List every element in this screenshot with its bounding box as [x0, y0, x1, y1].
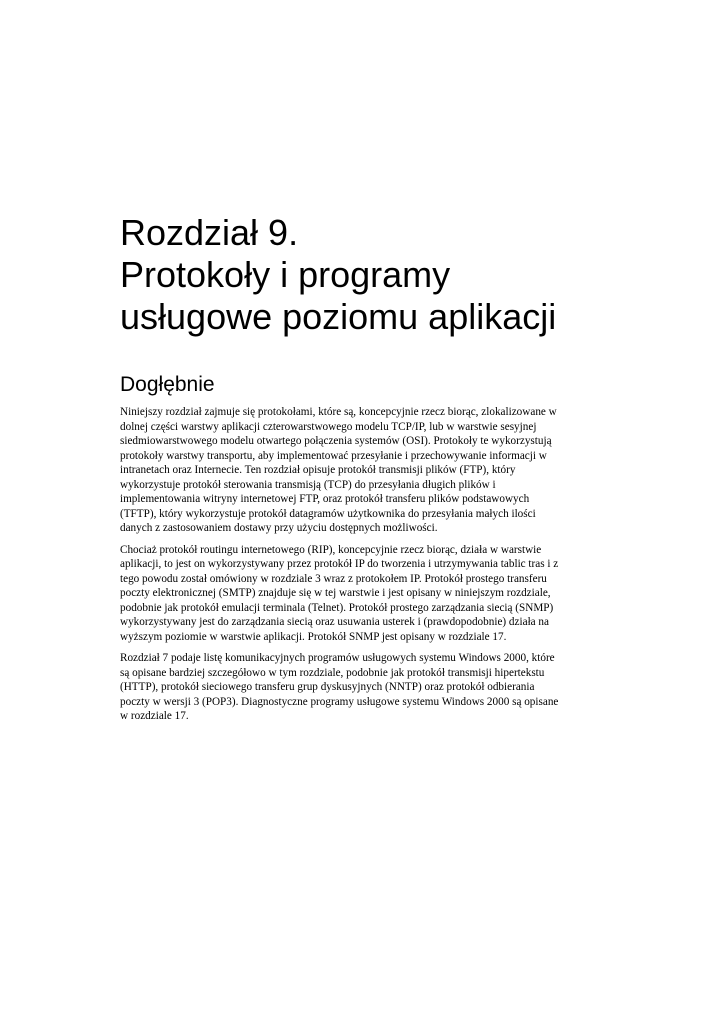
- text-line: aplikacji, to jest on wykorzystywany przez protokół IP do tworzenia i utrzymywania tablic tras i z: [120, 558, 559, 570]
- text-line: w rozdziale 17.: [120, 710, 189, 722]
- text-line: intranetach oraz Internecie. Ten rozdział opisuje protokół transmisji plików (FTP), który: [120, 464, 516, 476]
- section-heading: Dogłębnie: [120, 373, 215, 396]
- text-line: Niniejszy rozdział zajmuje się protokołami, które są, koncepcyjnie rzecz biorąc, zlokalizowane w: [120, 406, 557, 418]
- text-line: poczty w wersji 3 (POP3). Diagnostyczne programy usługowe systemu Windows 2000 są opisane: [120, 695, 559, 708]
- text-line: danych z zastosowaniem dostawy przy użyciu dostępnych możliwości.: [120, 522, 438, 534]
- chapter-title-line: usługowe poziomu aplikacji: [120, 296, 557, 337]
- section-body: [120, 405, 605, 731]
- text-line: tego powodu został omówiony w rozdziale 3 wraz z protokołem IP. Protokół prostego transferu: [120, 572, 547, 585]
- text-line: siedmiowarstwowego modelu otwartego połączenia systemów (OSI). Protokoły te wykorzystują: [120, 435, 552, 447]
- text-line: podobnie jak protokół emulacji terminala (Telnet). Protokół prostego zarządzania siecią (SNMP): [120, 601, 554, 614]
- text-line: są opisane bardziej szczegółowo w tym rozdziale, podobnie jak protokół transmisji hipertekstu: [120, 666, 545, 679]
- text-line: (TFTP), który wykorzystuje protokół datagramów użytkownika do przesyłania małych ilości: [120, 507, 536, 520]
- paragraph-3: [120, 651, 605, 724]
- chapter-title-line: Rozdział 9.: [120, 212, 299, 253]
- text-line: wykorzystuje protokół sterowania transmisją (TCP) do przesyłania długich plików i: [120, 478, 496, 491]
- text-line: Chociaż protokół routingu internetowego (RIP), koncepcyjnie rzecz biorąc, działa w warstwie: [120, 543, 542, 556]
- text-line: Rozdział 7 podaje listę komunikacyjnych programów usługowych systemu Windows 2000, które: [120, 652, 555, 664]
- paragraph-1: [120, 405, 605, 536]
- text-line: wyższym poziomie w warstwie aplikacji. Protokół SNMP jest opisany w rozdziale 17.: [120, 630, 507, 643]
- text-line: dolnej części warstwy aplikacji czterowarstwowego modelu TCP/IP, lub w warstwie sesyjnej: [120, 420, 537, 433]
- text-line: implementowania witryny internetowej FTP, oraz protokół transferu plików podstawowych: [120, 493, 530, 505]
- text-line: protokoły warstwy transportu, aby implementować przesyłanie i przechowywanie informacji w: [120, 449, 547, 462]
- chapter-title-line: Protokoły i programy: [120, 254, 451, 295]
- text-line: poczty elektronicznej (SMTP) znajduje się w tej warstwie i jest opisany w niniejszym rozdziale,: [120, 587, 551, 599]
- chapter-title: [120, 212, 620, 338]
- text-line: (HTTP), protokół sieciowego transferu grup dyskusyjnych (NNTP) oraz protokół odbierania: [120, 681, 535, 693]
- text-line: wykorzystywany jest do zarządzania siecią oraz usuwania usterek i (prawdopodobnie) działa na: [120, 616, 549, 628]
- paragraph-2: [120, 543, 605, 645]
